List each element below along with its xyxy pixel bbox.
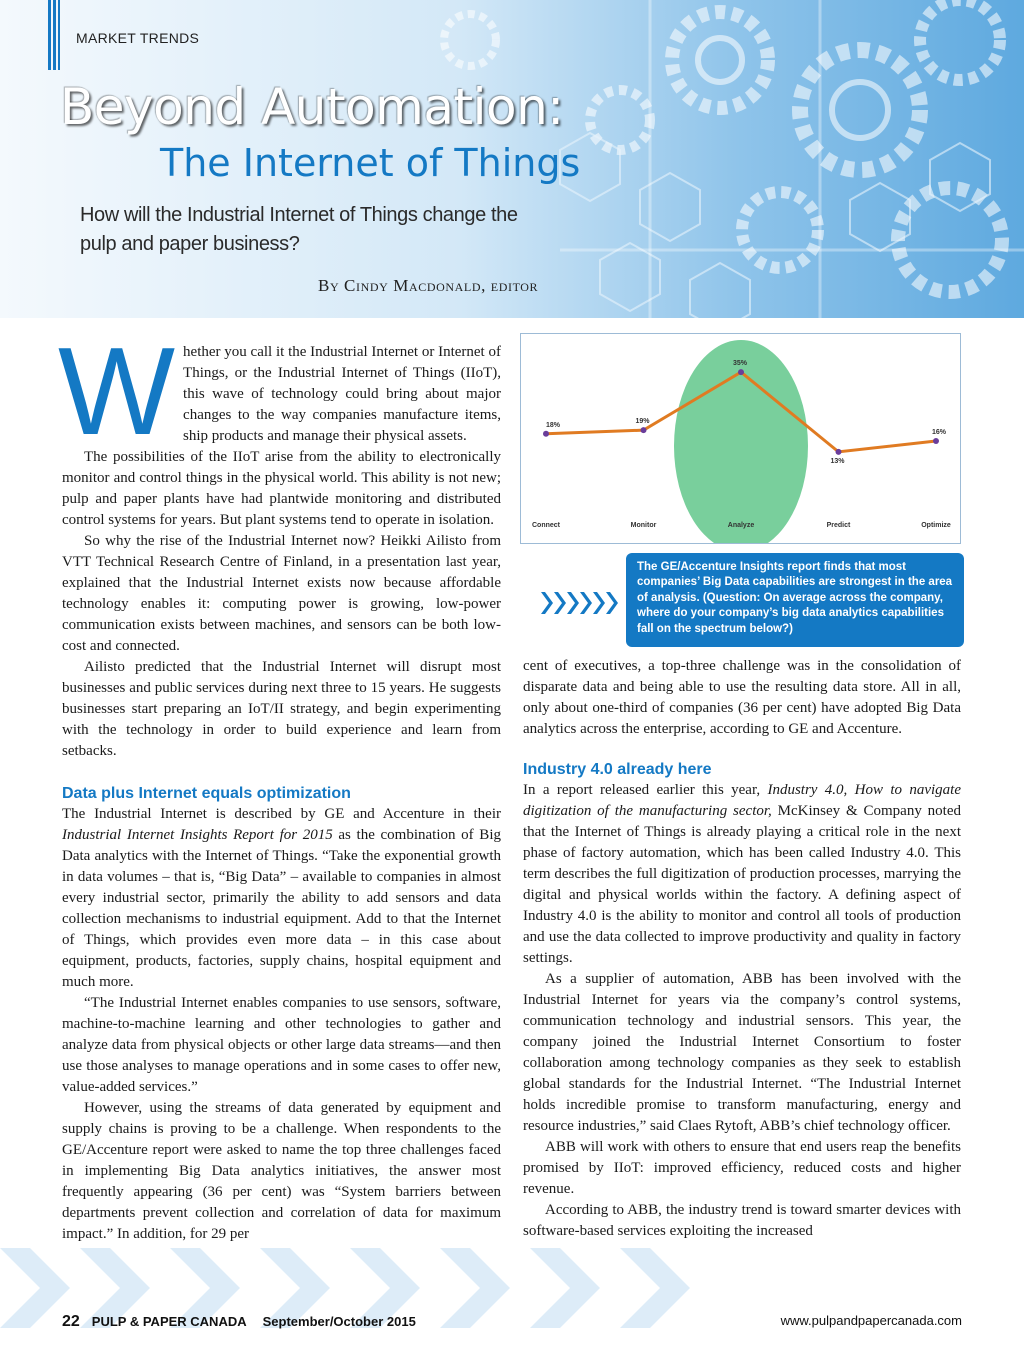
paragraph: Ailisto predicted that the Industrial Internet will disrupt most businesses and public services during next three to 15 years. He suggests businesses start preparing an IoT/II strategy, and begin experimenting with the technology in order to build experience and learn from setbacks. — [62, 659, 501, 759]
paragraph: ABB will work with others to ensure that end users reap the benefits promised by IIoT: improved efficiency, reduced costs and higher revenue. — [523, 1139, 961, 1197]
page-number: 22 — [62, 1313, 80, 1330]
x-tick-label: Predict — [826, 522, 851, 529]
arrow-pointers-icon — [541, 590, 621, 616]
x-tick-label: Connect — [532, 522, 560, 529]
data-point — [543, 431, 549, 437]
data-point — [738, 369, 744, 375]
publication-name: PULP & PAPER CANADA — [91, 1314, 247, 1329]
chart-figure — [520, 333, 961, 544]
section-heading: Data plus Internet equals optimization — [62, 785, 351, 802]
section-label: MARKET TRENDS — [76, 30, 200, 46]
column-left — [58, 323, 501, 1245]
section-heading: Industry 4.0 already here — [523, 761, 712, 778]
paragraph: The Industrial Internet is described by GE and Accenture in their Industrial Internet Insights Report for 2015 as the combination of Big Data analytics with the Internet of Things. “Take the exponential growth in data volumes – that is, “Big Data” – available to companies in almost every industrial sector, primarily the ability to add sensors and data collection mechanisms to industrial equipment. Add to that the Internet of Things, which provides even more data – in this case about equipment, products, factories, supply chains, hospital equipment and much more. — [62, 806, 501, 990]
paragraph: The possibilities of the IIoT arise from the ability to electronically monitor and control things in the physical world. This ability is not new; pulp and paper plants have had plantwide monitoring and distributed control systems for years. But plant systems tend to operate in isolation. — [62, 449, 501, 528]
paragraph: According to ABB, the industry trend is toward smarter devices with software-based services exploiting the increased — [523, 1202, 961, 1239]
data-label: 19% — [635, 418, 650, 426]
data-point — [641, 427, 647, 433]
x-tick-label: Optimize — [921, 522, 951, 529]
data-label: 16% — [932, 429, 947, 436]
x-tick-label: Analyze — [727, 522, 755, 529]
data-point — [836, 449, 842, 455]
paragraph: So why the rise of the Industrial Internet now? Heikki Ailisto from VTT Technical Research Centre of Finland, in a presentation last year, explained that the Industrial Internet exists now because affordable technology enables it: computing power is growing, low-power communication exists between machines, and sensors can be both low-cost and connected. — [62, 533, 501, 654]
paragraph: However, using the streams of data generated by equipment and supply chains is proving to be a challenge. When respondents to the GE/Accenture report were asked to name the top three challenges faced in implementing Big Data analytics initiatives, the answer most frequently appearing (36 per cent) was “System barriers between departments prevent collection and correlation of data for maximum impact.” In addition, for 29 per — [62, 1100, 501, 1242]
figure-caption: The GE/Accenture Insights report finds that most companies’ Big Data capabilities are strongest in the area of analysis. (Question: On average across the company, where do your company’s big data analytics capabilities fall on the spectrum below?) — [626, 553, 964, 647]
paragraph: cent of executives, a top-three challenge was in the consolidation of disparate data and being able to use the resulting data store. All in all, only about one-third of companies (36 per cent) have adopted Big Data analytics across the enterprise, according to GE and Accenture. — [523, 658, 961, 737]
paragraph-intro: Whether you call it the Industrial Internet or Internet of Things, or the Industrial Internet of Things (IIoT), this wave of technology could bring about major changes to the way companies manufacture items, ship products and manage their physical assets. — [58, 323, 501, 461]
website-url: www.pulpandpapercanada.com — [780, 1313, 962, 1328]
data-label: 35% — [733, 360, 748, 368]
article-title-line2: The Internet of Things — [160, 141, 581, 185]
issue-date: September/October 2015 — [262, 1314, 416, 1329]
x-tick-label: Monitor — [630, 522, 657, 529]
paragraph: “The Industrial Internet enables companies to use sensors, software, machine-to-machine learning and other technologies to gather and analyze data from physical objects or other large data streams—and then use those analyses to manage operations and in some cases to offer new, value-added services.” — [62, 995, 501, 1095]
paragraph: In a report released earlier this year, Industry 4.0, How to navigate digitization of the manufacturing sector, McKinsey & Company noted that the Internet of Things is already playing a critical role in the next phase of factory automation, which has been called Industry 4.0. This term describes the full digitization of production processes, marrying the digital and physical worlds within the factory. A defining aspect of Industry 4.0 is the ability to monitor and control all tools of production and use the data collected to improve productivity and quality in factory settings. — [523, 782, 962, 966]
side-stripes-icon — [0, 0, 60, 318]
byline: By Cindy Macdonald, editor — [318, 276, 539, 295]
article-title: Beyond Automation: — [60, 78, 564, 136]
footer — [62, 1313, 416, 1331]
paragraph: As a supplier of automation, ABB has been involved with the Industrial Internet for years via the company’s control systems, communication technology and industrial sensors. This year, the company joined the Industrial Internet Consortium to foster collaboration among technology companies as they seek to establish global standards for the Industrial Internet. “The Industrial Internet holds incredible promise to transform manufacturing, energy and resource industries,” said Claes Rytoft, ABB’s chief technology officer. — [523, 971, 961, 1134]
data-label: 13% — [830, 457, 845, 465]
column-right — [523, 656, 961, 1242]
data-point — [933, 438, 939, 444]
line-chart — [521, 334, 960, 543]
article-subtitle: How will the Industrial Internet of Things change the pulp and paper business? — [80, 204, 518, 255]
data-label: 18% — [546, 421, 561, 429]
drop-cap: W — [58, 323, 176, 461]
